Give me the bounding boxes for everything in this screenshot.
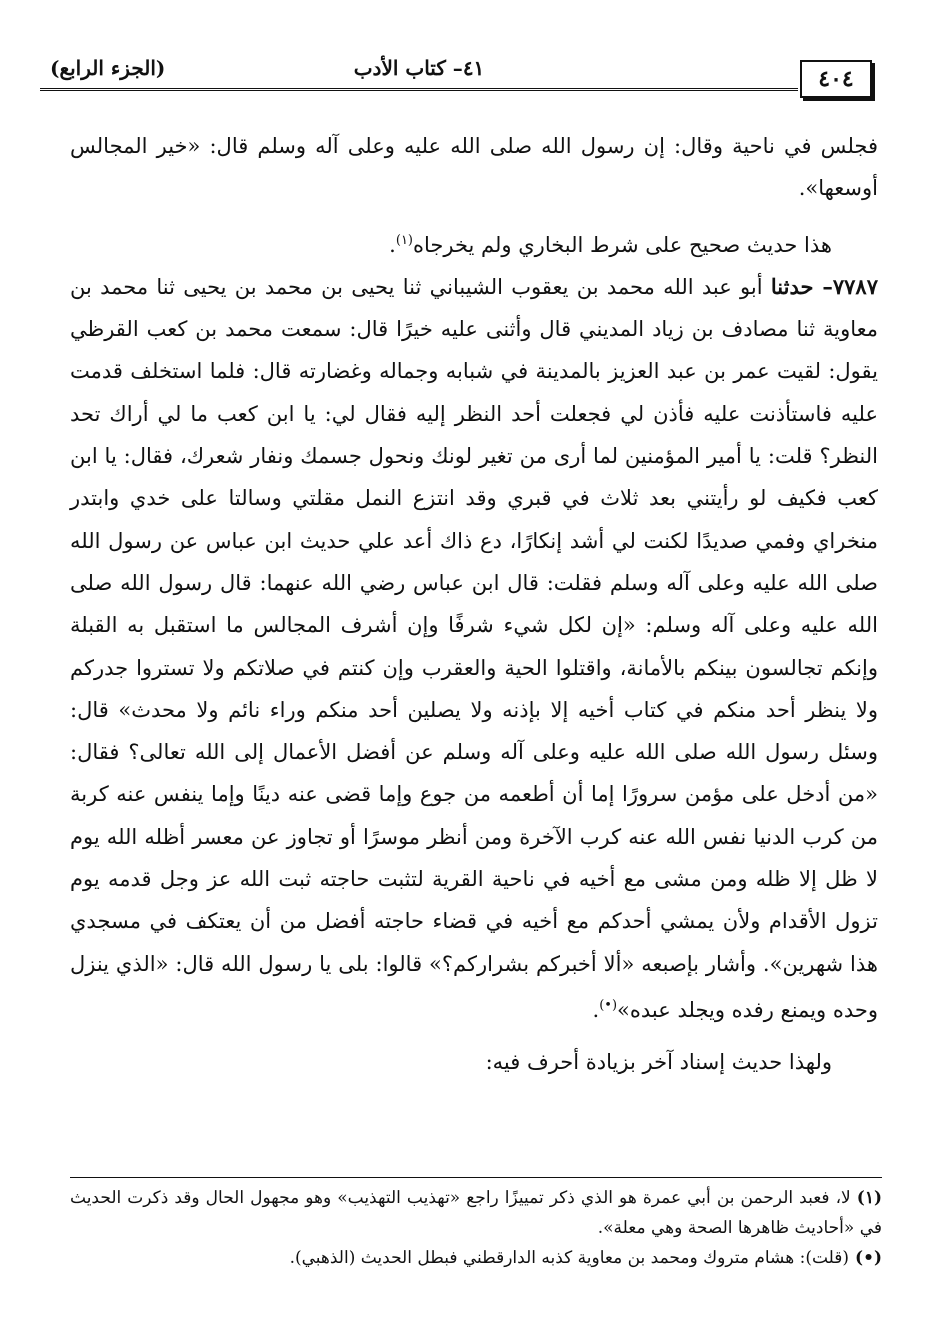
chapter-title: ٤١– كتاب الأدب xyxy=(353,56,485,80)
hadith-number: ٧٧٨٧– حدثنا xyxy=(770,273,878,299)
paragraph-2: هذا حديث صحيح على شرط البخاري ولم يخرجاه$^{(١)}$. xyxy=(389,232,832,257)
main-text xyxy=(70,125,878,1084)
footnotes xyxy=(70,1183,882,1273)
volume-label: (الجزء الرابع) xyxy=(50,56,166,80)
page-number: ٤٠٤ xyxy=(800,60,872,98)
paragraph-3-text: أبو عبد الله محمد بن يعقوب الشيباني ثنا يحيى بن محمد بن يحيى ثنا محمد بن معاوية ثنا مصادف بن زياد المديني قال وأثنى عليه خيرًا قال: سمعت محمد بن كعب القرظي يقول: لقيت عمر بن عبد العزيز بالمدينة في شبابه وجماله وغضارته قال: فلما استخلف قدمت عليه فاستأذنت عليه فأذن لي فجعلت أحد النظر إليه فقال لي: يا ابن كعب ما لي أراك تحد النظر؟ قلت: يا أمير المؤمنين لما أرى من تغير لونك ونحول جسمك ونفار شعرك، فقال: يا ابن كعب فكيف لو رأيتني بعد ثلاث في قبري وقد انتزع النمل مقلتي وسالتا على خدي وابتدر منخراي وفمي صديدًا لكنت لي أشد إنكارًا، دع ذاك أعد علي حديث ابن عباس عن رسول الله صلى الله عليه وعلى آله وسلم فقلت: قال ابن عباس رضي الله عنهما: قال رسول الله صلى الله عليه وعلى آله وسلم: «إن لكل شيء شرفًا وإن أشرف المجالس ما استقبل به القبلة وإنكم تجالسون بينكم بالأمانة، واقتلوا الحية والعقرب وإن كنتم في صلاتكم ولا تستروا جدركم ولا ينظر أحد منكم في كتاب أخيه إلا بإذنه ولا يصلين أحد منكم وراء نائم ولا محدث» قال: وسئل رسول الله صلى الله عليه وعلى آله وسلم عن أفضل الأعمال إلى الله تعالى؟ فقال: «من أدخل على مؤمن سرورًا إما أن أطعمه من جوع وإما قضى عنه دينًا وإما ينفس عنه كربة من كرب الدنيا نفس الله عنه كرب الآخرة ومن أنظر موسرًا أو تجاوز عن معسر أظله الله يوم لا ظل إلا ظله ومن مشى مع أخيه في ناحية القرية لتثبت حاجته ثبت الله عز وجل قدمه يوم تزول الأقدام ولأن يمشي أحدكم مع أخيه في قضاء حاجته أفضل من أن يعتكف في مسجدي هذا شهرين». وأشار بإصبعه «ألا أخبركم بشراركم؟» قالوا: بلى يا رسول الله قال: «الذي ينزل وحده ويمنع رفده ويجلد عبده» xyxy=(70,274,878,1022)
footnote-ref-2: (•) xyxy=(599,997,618,1013)
paragraph-4: ولهذا حديث إسناد آخر بزيادة أحرف فيه: xyxy=(485,1050,832,1075)
paragraph-3: ٧٧٨٧– حدثنا أبو عبد الله محمد بن يعقوب الشيباني ثنا يحيى بن محمد بن يحيى ثنا محمد بن معاوية ثنا مصادف بن زياد المديني قال وأثنى عليه خيرًا قال: سمعت محمد بن كعب القرظي يقول: لقيت عمر بن عبد العزيز بالمدينة في شبابه وجماله وغضارته قال: فلما استخلف قدمت عليه فاستأذنت عليه فأذن لي فجعلت أحد النظر إليه فقال لي: يا ابن كعب ما لي أراك تحد النظر؟ قلت: يا أمير المؤمنين لما أرى من تغير لونك ونحول جسمك ونفار شعرك، فقال: يا ابن كعب فكيف لو رأيتني بعد ثلاث في قبري وقد انتزع النمل مقلتي وسالتا على خدي وابتدر منخراي وفمي صديدًا لكنت لي أشد إنكارًا، دع ذاك أعد علي حديث ابن عباس عن رسول الله صلى الله عليه وعلى آله وسلم فقلت: قال ابن عباس رضي الله عنهما: قال رسول الله صلى الله عليه وعلى آله وسلم: «إن لكل شيء شرفًا وإن أشرف المجالس ما استقبل به القبلة وإنكم تجالسون بينكم بالأمانة، واقتلوا الحية والعقرب وإن كنتم في صلاتكم ولا تستروا جدركم ولا ينظر أحد منكم في كتاب أخيه إلا بإذنه ولا يصلين أحد منكم وراء نائم ولا محدث» قال: وسئل رسول الله صلى الله عليه وعلى آله وسلم عن أفضل الأعمال إلى الله تعالى؟ فقال: «من أدخل على مؤمن سرورًا إما أن أطعمه من جوع وإما قضى عنه دينًا وإما ينفس عنه كربة من كرب الدنيا نفس الله عنه كرب الآخرة ومن أنظر موسرًا أو تجاوز عن معسر أظله الله يوم لا ظل إلا ظله ومن مشى مع أخيه في ناحية القرية لتثبت حاجته ثبت الله عز وجل قدمه يوم تزول الأقدام ولأن يمشي أحدكم مع أخيه في قضاء حاجته أفضل من أن يعتكف في مسجدي هذا شهرين». وأشار بإصبعه «ألا أخبركم بشراركم؟» قالوا: بلى يا رسول الله قال: «الذي ينزل وحده ويمنع رفده ويجلد عبده»(•). xyxy=(70,273,878,1022)
footnote-2-text: (قلت): هشام متروك ومحمد بن معاوية كذبه الدارقطني فبطل الحديث (الذهبي). xyxy=(289,1248,850,1268)
footnote-1-text: لا، فعبد الرحمن بن أبي عمرة هو الذي ذكر تمييزًا راجع «تهذيب التهذيب» وهو مجهول الحال وقد ذكرت الحديث في «أحاديث ظاهرها الصحة وهي معلة». xyxy=(70,1188,882,1238)
page-header xyxy=(40,52,872,100)
footnote-ref-1: (١) xyxy=(395,232,413,248)
header-rule xyxy=(40,88,798,91)
footnote-1-mark: (١) xyxy=(856,1188,882,1208)
paragraph-2-text: هذا حديث صحيح على شرط البخاري ولم يخرجاه xyxy=(413,232,832,257)
footnote-2 xyxy=(70,1243,882,1273)
paragraph-1: فجلس في ناحية وقال: إن رسول الله صلى الله عليه وعلى آله وسلم قال: «خير المجالس أوسعها». xyxy=(70,134,878,201)
footnote-divider xyxy=(70,1177,882,1178)
footnote-2-mark: (•) xyxy=(855,1248,882,1268)
footnote-1 xyxy=(70,1183,882,1243)
